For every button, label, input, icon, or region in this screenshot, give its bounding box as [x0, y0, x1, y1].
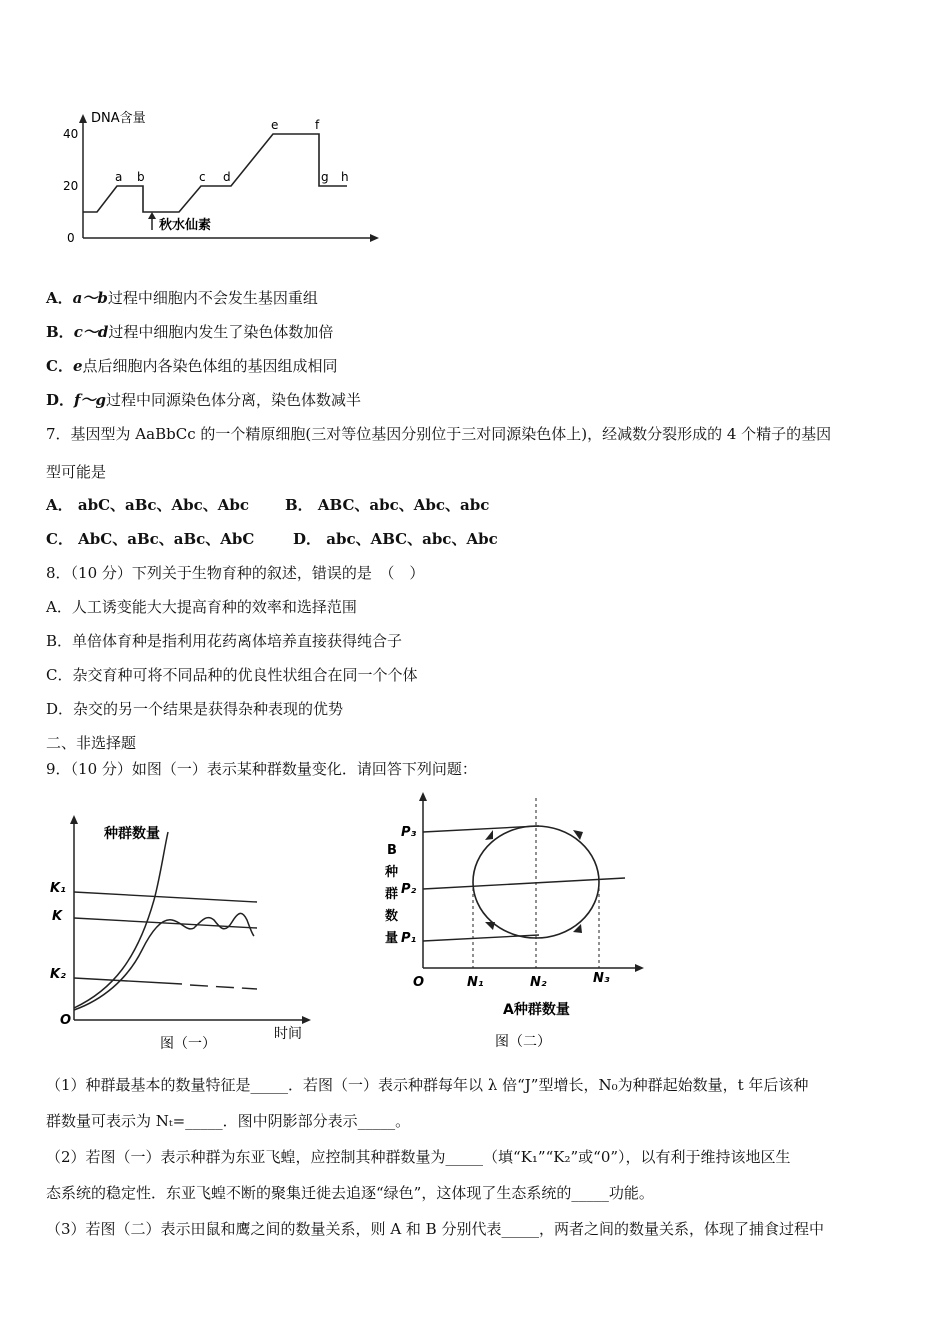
tick-20: 20: [63, 179, 79, 193]
q7-stem-line2: 型可能是: [46, 463, 107, 481]
figure-2-chart: [375, 788, 655, 1058]
section-heading: 二、非选择题: [46, 734, 137, 752]
dna-content-chart: [55, 108, 395, 258]
q6-option-d-var: f～g: [74, 391, 106, 409]
fig1-label-k2: K₂: [50, 967, 66, 982]
tick-0: 0: [67, 231, 75, 245]
arrow-bottom-right: [573, 924, 582, 933]
q6-option-c-key: C．: [46, 357, 73, 375]
dna-curve: [83, 134, 347, 212]
point-g: g: [321, 170, 329, 184]
p2-line: [423, 878, 625, 889]
point-c: c: [199, 170, 206, 184]
q9-part2-line1: （2）若图（一）表示种群为东亚飞蝗，应控制其种群数量为_____（填“K₁”“K₂”或“0”），以有利于维持该地区生: [46, 1148, 791, 1166]
fig2-label-n3: N₃: [593, 971, 610, 986]
arrow-bottom-left: [485, 922, 495, 930]
fig1-label-k: K: [52, 909, 63, 924]
point-b: b: [137, 170, 145, 184]
q9-part2-line2: 态系统的稳定性．东亚飞蝗不断的聚集迁徙去追逐“绿色”，这体现了生态系统的_____功能。: [46, 1184, 654, 1202]
q6-option-a-var: a～b: [72, 289, 108, 307]
fig1-xlabel: 时间: [274, 1026, 302, 1042]
q7-stem-line1: 7．基因型为 AaBbCc 的一个精原细胞(三对等位基因分别位于三对同源染色体上)，经减数分裂形成的 4 个精子的基因: [46, 425, 832, 443]
point-d: d: [223, 170, 231, 184]
colchicine-label: 秋水仙素: [159, 218, 212, 233]
q6-option-c: [46, 355, 338, 376]
point-f: f: [315, 118, 320, 132]
q7-option-b: B． ABC、abc、Abc、abc: [285, 496, 490, 514]
fig1-y-arrow: [70, 815, 78, 824]
fig2-ylabel-4: 量: [385, 931, 399, 946]
fig1-x-arrow: [302, 1016, 311, 1024]
q6-option-a: [46, 287, 318, 308]
q6-option-d: [46, 389, 361, 410]
q8-option-b: B．单倍体育种是指利用花药离体培养直接获得纯合子: [46, 632, 403, 650]
point-e: e: [271, 118, 279, 132]
x-axis-arrow: [370, 234, 379, 242]
s-curve: [74, 913, 254, 1010]
q6-option-d-key: D．: [46, 391, 75, 409]
fig2-xlabel: A种群数量: [503, 1002, 570, 1018]
figure-1-chart: [42, 810, 322, 1055]
q9-part1-line1: （1）种群最基本的数量特征是_____．若图（一）表示种群每年以 λ 倍“J”型增长，N₀为种群起始数量，t 年后该种: [46, 1076, 809, 1094]
fig1-caption: 图（一）: [160, 1036, 216, 1052]
fig2-ylabel-1: 种: [385, 865, 399, 880]
q6-option-a-text: 过程中细胞内不会发生基因重组: [107, 289, 318, 307]
tick-40: 40: [63, 127, 79, 141]
q7-option-d: D． abc、ABC、abc、Abc: [293, 530, 498, 548]
fig1-origin: O: [60, 1013, 72, 1028]
arrow-top-left: [485, 830, 493, 840]
q6-option-b-text: 过程中细胞内发生了染色体数加倍: [108, 323, 334, 341]
fig2-x-arrow: [635, 964, 644, 972]
q7-option-c: C． AbC、aBc、aBc、AbC: [46, 530, 255, 548]
q8-option-d: D．杂交的另一个结果是获得杂种表现的优势: [46, 700, 344, 718]
fig1-label-k1: K₁: [50, 881, 66, 896]
y-axis-arrow: [79, 114, 87, 123]
q6-option-b-key: B．: [46, 323, 74, 341]
fig2-label-p1: P₁: [401, 931, 417, 946]
q8-stem: 8．（10 分）下列关于生物育种的叙述，错误的是 （ ）: [46, 564, 425, 582]
y-axis-label: DNA含量: [91, 111, 146, 126]
q6-option-b: [46, 321, 333, 342]
q6-option-d-text: 过程中同源染色体分离，染色体数减半: [105, 391, 361, 409]
q9-part3-line1: （3）若图（二）表示田鼠和鹰之间的数量关系，则 A 和 B 分别代表_____，两者之间的数量关系，体现了捕食过程中: [46, 1220, 824, 1238]
fig2-caption: 图（二）: [495, 1034, 551, 1050]
q9-stem: 9．（10 分）如图（一）表示某种群数量变化．请回答下列问题：: [46, 760, 477, 778]
annotation-arrow-head: [148, 212, 156, 219]
q6-option-a-key: A．: [46, 289, 73, 307]
q7-option-a: A． abC、aBc、Abc、Abc: [46, 496, 250, 514]
k2-line-end: [190, 985, 257, 989]
q8-option-c: C．杂交育种可将不同品种的优良性状组合在同一个个体: [46, 666, 418, 684]
fig2-label-n1: N₁: [467, 975, 484, 990]
fig2-ylabel-2: 群: [385, 887, 399, 902]
fig2-origin: O: [413, 975, 425, 990]
fig2-ylabel-3: 数: [385, 909, 399, 924]
fig2-label-p3: P₃: [401, 825, 417, 840]
k1-line: [74, 892, 257, 902]
q8-option-a: A．人工诱变能大大提高育种的效率和选择范围: [46, 598, 357, 616]
q9-part1-line2: 群数量可表示为 Nₜ=_____．图中阴影部分表示_____。: [46, 1112, 411, 1130]
q6-option-c-text: 点后细胞内各染色体组的基因组成相同: [82, 357, 338, 375]
point-h: h: [341, 170, 349, 184]
fig2-ylabel-b: B: [387, 843, 397, 858]
fig1-ylabel: 种群数量: [104, 826, 160, 842]
q6-option-b-var: c～d: [73, 323, 109, 341]
fig2-label-n2: N₂: [530, 975, 547, 990]
k2-line: [74, 978, 182, 984]
point-a: a: [115, 170, 123, 184]
fig2-label-p2: P₂: [401, 882, 417, 897]
fig2-y-arrow: [419, 792, 427, 801]
q6-option-c-var: e: [72, 357, 83, 375]
